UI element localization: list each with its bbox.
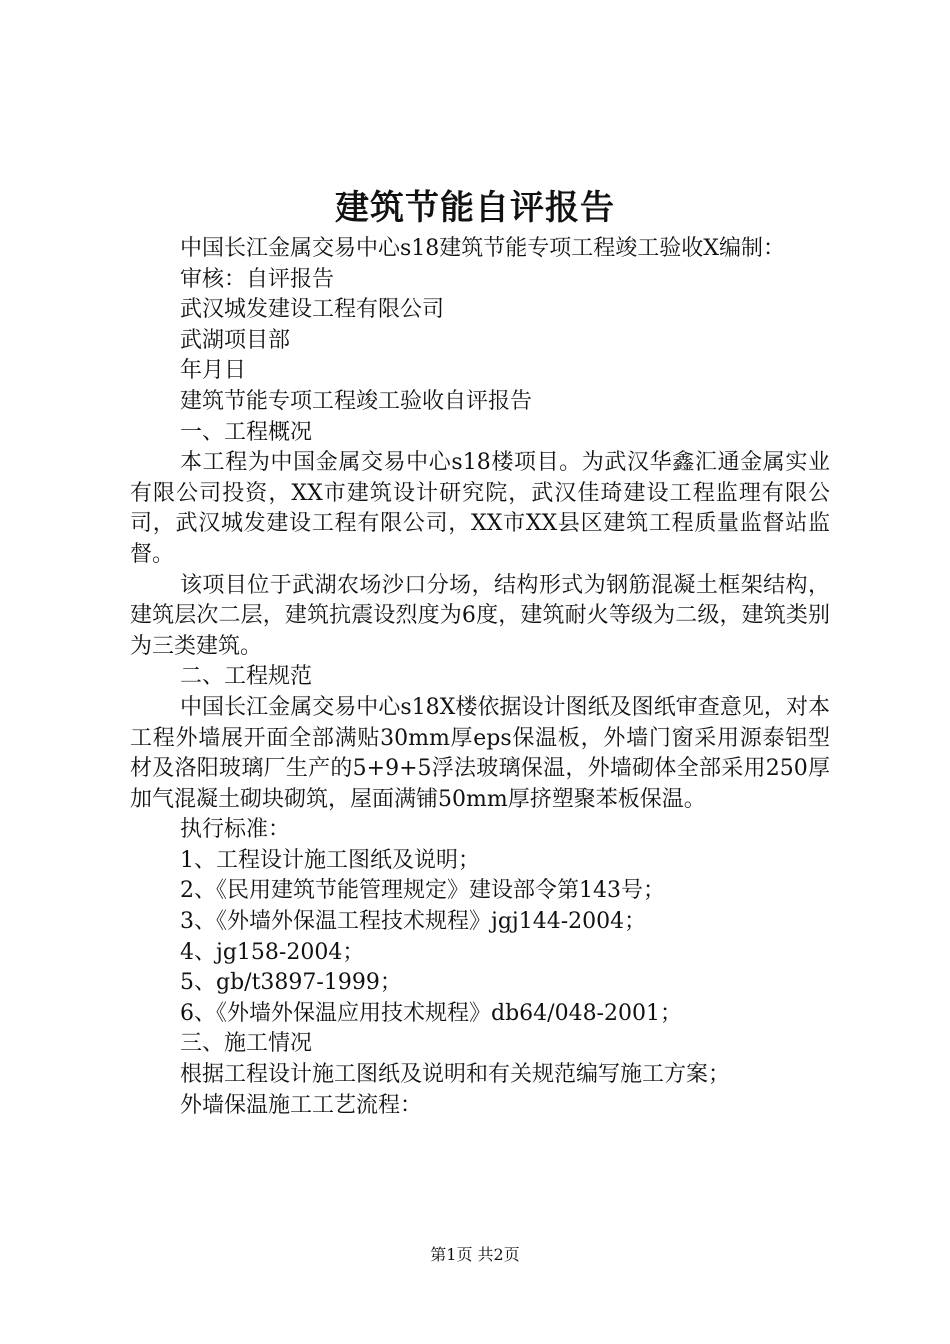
paragraph: 武湖项目部: [180, 327, 291, 353]
paragraph: 中国长江金属交易中心s18建筑节能专项工程竣工验收X编制：: [180, 236, 785, 261]
paragraph: 本工程为中国金属交易中心s18楼项目。为武汉华鑫汇通金属实业有限公司投资，XX市建筑设计研究院，武汉佳琦建设工程监理有限公司，武汉城发建设工程有限公司，XX市XX县区建筑工程质量监督站监督。: [130, 450, 830, 567]
document-title: 建筑节能自评报告: [335, 188, 615, 228]
paragraph: 审核：自评报告: [180, 266, 335, 292]
list-item: 2、《民用建筑节能管理规定》建设部令第143号；: [180, 878, 665, 904]
document-body: [130, 234, 830, 1121]
list-item: 4、jg158-2004；: [180, 939, 365, 965]
paragraph: 武汉城发建设工程有限公司: [180, 297, 445, 323]
paragraph: 建筑节能专项工程竣工验收自评报告: [180, 388, 533, 414]
paragraph: 年月日: [180, 358, 247, 384]
list-item: 5、gb/t3897-1999；: [180, 970, 402, 996]
paragraph: 中国长江金属交易中心s18X楼依据设计图纸及图纸审查意见，对本工程外墙展开面全部满贴30mm厚eps保温板，外墙门窗采用源泰铝型材及洛阳玻璃厂生产的5+9+5浮法玻璃保温，外墙砌体全部采用250厚加气混凝土砌块砌筑，屋面满铺50mm厚挤塑聚苯板保温。: [130, 694, 830, 812]
paragraph: 外墙保温施工工艺流程：: [180, 1092, 423, 1118]
section-heading: 一、工程概况: [180, 419, 313, 445]
section-heading: 三、施工情况: [180, 1031, 313, 1057]
paragraph: 根据工程设计施工图纸及说明和有关规范编写施工方案；: [180, 1062, 731, 1088]
section-heading: 二、工程规范: [180, 664, 313, 690]
list-item: 1、工程设计施工图纸及说明；: [180, 847, 480, 873]
page-footer: 第1页 共2页: [430, 1245, 520, 1264]
list-item: 6、《外墙外保温应用技术规程》db64/048-2001；: [180, 1000, 682, 1026]
paragraph: 该项目位于武湖农场沙口分场，结构形式为钢筋混凝土框架结构，建筑层次二层，建筑抗震设烈度为6度，建筑耐火等级为二级，建筑类别为三类建筑。: [130, 572, 830, 659]
list-item: 3、《外墙外保温工程技术规程》jgj144-2004；: [180, 909, 647, 935]
paragraph: 执行标准：: [180, 817, 291, 843]
